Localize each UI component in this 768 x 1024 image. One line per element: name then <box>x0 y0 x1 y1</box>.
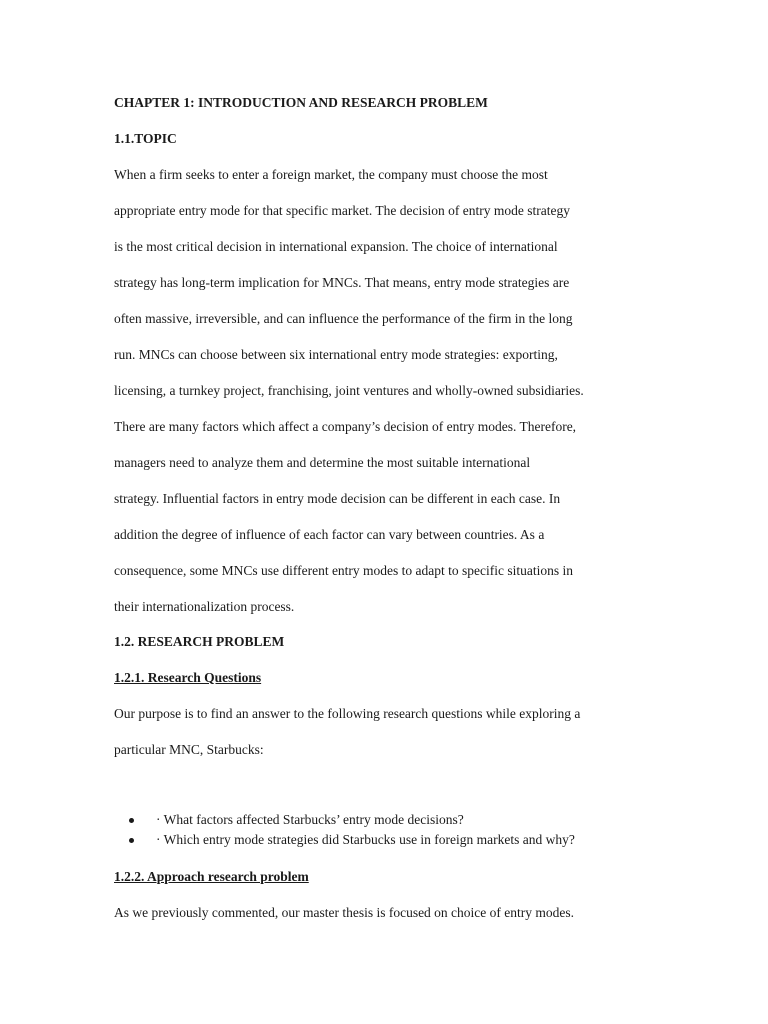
paragraph-line: their internationalization process. <box>114 599 295 614</box>
paragraph-line: addition the degree of influence of each factor can vary between countries. As a <box>114 527 545 542</box>
paragraph-line: strategy. Influential factors in entry mode decision can be different in each case. In <box>114 491 561 506</box>
paragraph-line: often massive, irreversible, and can influence the performance of the firm in the long <box>114 311 573 326</box>
paragraph-line: managers need to analyze them and determine the most suitable international <box>114 455 531 470</box>
bullet-icon <box>129 818 134 823</box>
section-heading-topic: 1.1.TOPIC <box>114 131 177 146</box>
paragraph-line: run. MNCs can choose between six international entry mode strategies: exporting, <box>114 347 558 362</box>
paragraph-line: strategy has long-term implication for MNCs. That means, entry mode strategies are <box>114 275 570 290</box>
list-item-text: · What factors affected Starbucks’ entry mode decisions? <box>156 812 464 827</box>
paragraph-line: appropriate entry mode for that specific market. The decision of entry mode strategy <box>114 203 570 218</box>
section-heading-research-problem: 1.2. RESEARCH PROBLEM <box>114 634 285 649</box>
paragraph-line: As we previously commented, our master thesis is focused on choice of entry modes. <box>114 905 575 920</box>
paragraph-line: Our purpose is to find an answer to the following research questions while exploring a <box>114 706 581 721</box>
paragraph-line: particular MNC, Starbucks: <box>114 742 264 757</box>
subsection-heading-research-questions: 1.2.1. Research Questions <box>114 670 262 685</box>
subsection-heading-approach: 1.2.2. Approach research problem <box>114 869 309 884</box>
chapter-title: CHAPTER 1: INTRODUCTION AND RESEARCH PROBLEM <box>114 95 488 110</box>
list-item-text: · Which entry mode strategies did Starbucks use in foreign markets and why? <box>156 832 575 847</box>
paragraph-line: There are many factors which affect a company’s decision of entry modes. Therefore, <box>114 419 577 434</box>
paragraph-line: consequence, some MNCs use different entry modes to adapt to specific situations in <box>114 563 574 578</box>
paragraph-line: When a firm seeks to enter a foreign market, the company must choose the most <box>114 167 548 182</box>
bullet-icon <box>129 838 134 843</box>
paragraph-line: licensing, a turnkey project, franchising, joint ventures and wholly-owned subsidiaries. <box>114 383 584 398</box>
paragraph-line: is the most critical decision in international expansion. The choice of international <box>114 239 558 254</box>
